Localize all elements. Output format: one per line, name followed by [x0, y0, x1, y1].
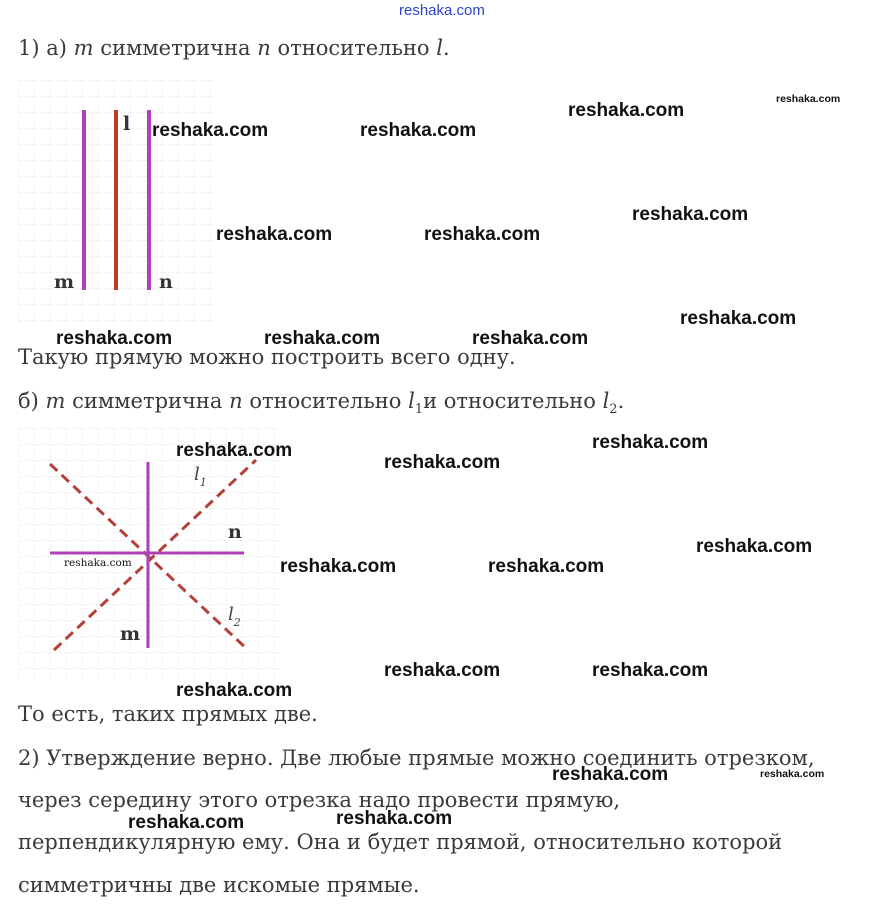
watermark[interactable]: reshaka.com	[776, 93, 841, 105]
part1b-statement: б) m симметрична n относительно $l_1и$ относительно $l_2$.	[18, 389, 625, 418]
part2-line-4: симметричны две искомые прямые.	[18, 873, 420, 897]
watermark[interactable]: reshaka.com	[280, 556, 397, 577]
watermark[interactable]: reshaka.com	[176, 440, 293, 461]
watermark[interactable]: reshaka.com	[632, 204, 749, 225]
watermark[interactable]: reshaka.com	[336, 808, 453, 829]
part1a-statement: 1) а) m симметрична n относительно l.	[18, 36, 450, 60]
figure-b-svg	[18, 428, 280, 680]
watermark[interactable]: reshaka.com	[176, 680, 293, 701]
watermark[interactable]: reshaka.com	[360, 120, 477, 141]
watermark[interactable]: reshaka.com	[216, 224, 333, 245]
watermark[interactable]: reshaka.com	[592, 660, 709, 681]
watermark[interactable]: reshaka.com	[424, 224, 541, 245]
watermark[interactable]: reshaka.com	[592, 432, 709, 453]
label-n: n	[159, 271, 173, 293]
watermark[interactable]: reshaka.com	[384, 660, 501, 681]
watermark[interactable]: reshaka.com	[384, 452, 501, 473]
watermark[interactable]: reshaka.com	[128, 812, 245, 833]
part2-line-2: через середину этого отрезка надо провести прямую,	[18, 788, 621, 812]
label-l2: $l_2$	[228, 604, 241, 629]
watermark[interactable]: reshaka.com	[152, 120, 269, 141]
watermark[interactable]: reshaka.com	[264, 328, 381, 349]
figure-symmetric-parallel	[18, 80, 218, 329]
watermark[interactable]: reshaka.com	[568, 100, 685, 121]
figure-a-svg	[18, 80, 218, 325]
watermark[interactable]: reshaka.com	[64, 557, 132, 569]
label-l: l	[123, 113, 131, 135]
watermark[interactable]: reshaka.com	[680, 308, 797, 329]
label-m: m	[120, 623, 141, 645]
part2-line-3: перпендикулярную ему. Она и будет прямой, относительно которой	[18, 830, 783, 854]
header-watermark[interactable]: reshaka.com	[399, 2, 485, 19]
watermark[interactable]: reshaka.com	[552, 764, 669, 785]
watermark[interactable]: reshaka.com	[488, 556, 605, 577]
part2-line-1: 2) Утверждение верно. Две любые прямые можно соединить отрезком,	[18, 746, 815, 770]
label-n: n	[228, 521, 242, 543]
part1a-conclusion: Такую прямую можно построить всего одну.	[18, 345, 516, 369]
watermark[interactable]: reshaka.com	[472, 328, 589, 349]
watermark[interactable]: reshaka.com	[696, 536, 813, 557]
watermark[interactable]: reshaka.com	[760, 768, 825, 780]
part1b-conclusion: То есть, таких прямых две.	[18, 702, 318, 726]
label-l1: $l_1$	[194, 464, 207, 489]
label-m: m	[54, 271, 75, 293]
watermark[interactable]: reshaka.com	[56, 328, 173, 349]
figure-symmetric-intersecting	[18, 428, 280, 684]
